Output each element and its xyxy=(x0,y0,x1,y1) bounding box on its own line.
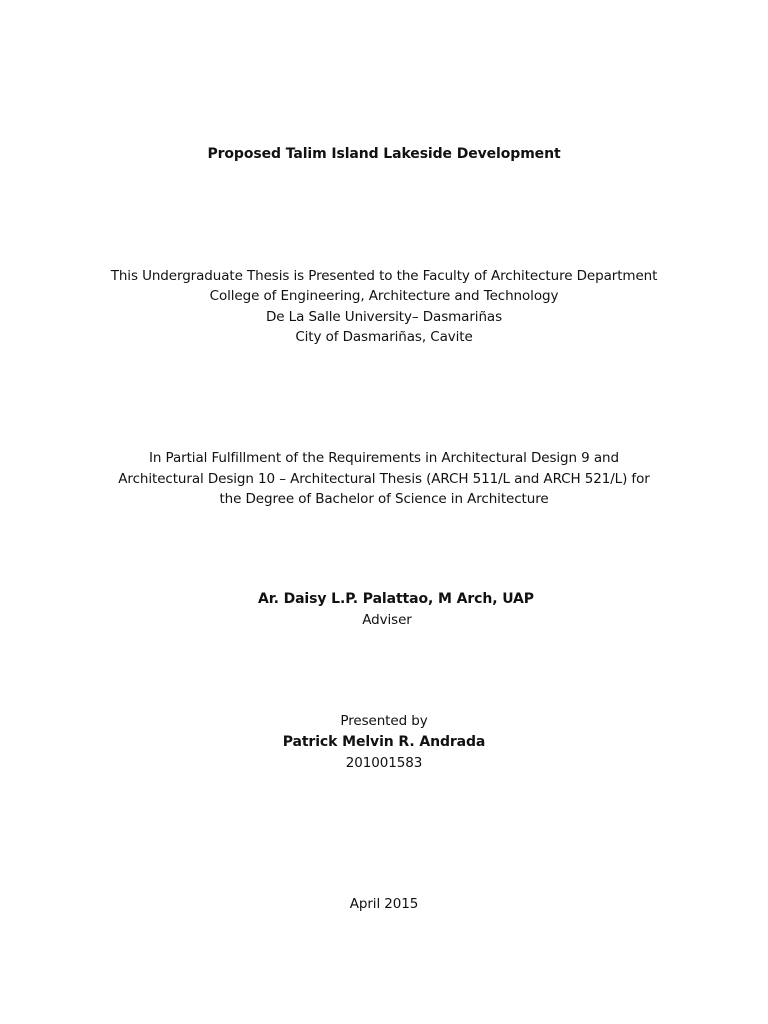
fulfillment-line-1: In Partial Fulfillment of the Requirements in Architectural Design 9 and xyxy=(149,450,619,466)
thesis-title: Proposed Talim Island Lakeside Development xyxy=(207,146,561,162)
presentation-line-3: De La Salle University– Dasmariñas xyxy=(265,309,503,325)
fulfillment-line-3: the Degree of Bachelor of Science in Architecture xyxy=(219,491,549,507)
presentation-line-4: City of Dasmariñas, Cavite xyxy=(295,329,473,345)
presentation-line-2: College of Engineering, Architecture and Technology xyxy=(209,288,559,304)
student-number: 201001583 xyxy=(345,755,423,771)
submission-date: April 2015 xyxy=(349,896,419,912)
presentation-line-1: This Undergraduate Thesis is Presented to the Faculty of Architecture Department xyxy=(110,268,658,284)
adviser-role: Adviser xyxy=(362,612,412,628)
adviser-name: Ar. Daisy L.P. Palattao, M Arch, UAP xyxy=(258,591,534,607)
fulfillment-line-2: Architectural Design 10 – Architectural Thesis (ARCH 511/L and ARCH 521/L) for xyxy=(118,471,650,487)
author-name: Patrick Melvin R. Andrada xyxy=(282,734,486,750)
presented-by-label: Presented by xyxy=(340,713,428,729)
